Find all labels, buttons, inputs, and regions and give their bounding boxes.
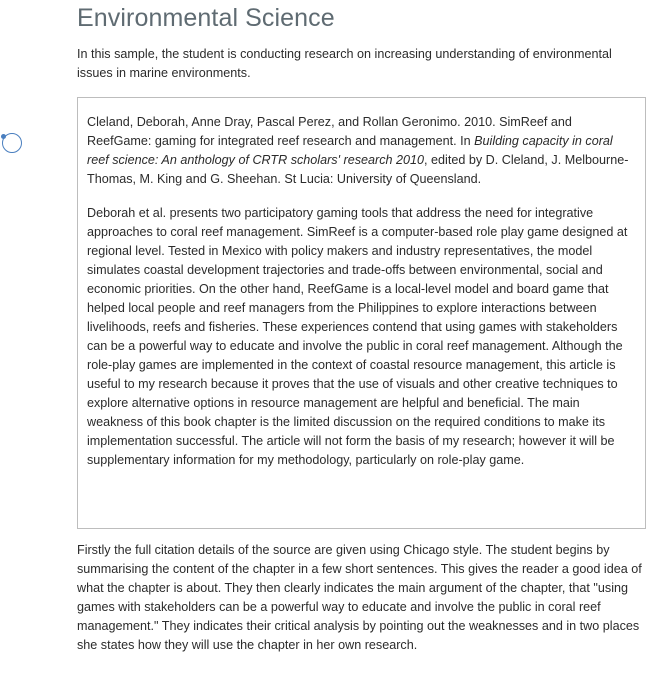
citation-paragraph	[87, 113, 637, 189]
citation-text-start: Cleland, Deborah, Anne Dray, Pascal Perez, and Rollan Geronimo. 2010. SimReef and ReefGame: gaming for integrated reef research and management. In	[87, 115, 572, 148]
page-title: Environmental Science	[77, 4, 335, 32]
commentary-paragraph: Firstly the full citation details of the source are given using Chicago style. The student begins by summarising the content of the chapter in a few short sentences. This gives the reader a good idea of what the chapter is about. They then clearly indicates the main argument of the chapter, that "using games with stakeholders can be a powerful way to educate and involve the public in coral reef management." They indicates their critical analysis by pointing out the weaknesses and in two places she states how they will use the chapter in her own research.	[77, 543, 642, 652]
radio-dot-icon	[1, 134, 6, 139]
annotation-paragraph: Deborah et al. presents two participatory gaming tools that address the need for integrative approaches to coral reef management. SimReef is a computer-based role play game designed at regional level. Tested in Mexico with policy makers and industry representatives, the model simulates coastal development trajectories and trade-offs between environmental, social and economic priorities. On the other hand, ReefGame is a local-level model and board game that helped local people and reef managers from the Philippines to explore interactions between livelihoods, reefs and fisheries. These experiences contend that using games with stakeholders can be a powerful way to educate and involve the public in coral reef management. Although the role-play games are implemented in the context of coastal resource management, this article is useful to my research because it proves that the use of visuals and other creative techniques to explore alternative options in resource management are helpful and beneficial. The main weakness of this book chapter is the limited discussion on the required conditions to make its implementation successful. The article will not form the basis of my research; however it will be supplementary information for my methodology, particularly on role-play game.	[87, 206, 628, 467]
radio-button[interactable]	[2, 133, 22, 153]
citation-book-title: Building capacity in coral reef science: An anthology of CRTR scholars' research 2010	[87, 134, 613, 167]
citation-text-end: , edited by D. Cleland, J. Melbourne-Thomas, M. King and G. Sheehan. St Lucia: University of Queensland.	[87, 153, 629, 186]
annotated-bibliography-example	[77, 97, 646, 529]
intro-paragraph: In this sample, the student is conducting research on increasing understanding of environmental issues in marine environments.	[77, 47, 612, 80]
